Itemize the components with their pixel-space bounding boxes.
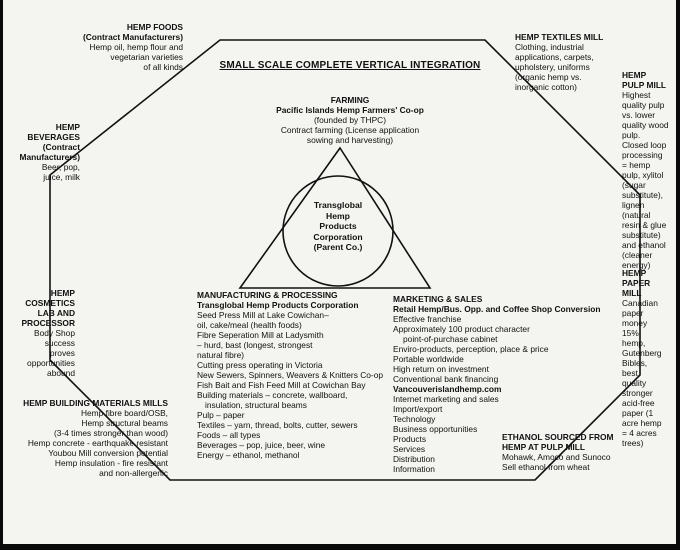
manufacturing-line: insulation, structural beams xyxy=(205,400,307,410)
marketing-line: Import/export xyxy=(393,404,443,414)
hemp-pulp-heading: PULP MILL xyxy=(622,80,667,90)
hemp-foods-line: Hemp oil, hemp flour and xyxy=(89,42,183,52)
hemp-pulp-line: and ethanol xyxy=(622,240,666,250)
manufacturing-line: Foods – all types xyxy=(197,430,261,440)
scan-edge-bottom xyxy=(0,544,680,550)
hemp-pulp-line: quality wood xyxy=(622,120,669,130)
manufacturing-subheading: Transglobal Hemp Products Corporation xyxy=(197,300,359,310)
parent-co-line: Transglobal xyxy=(313,200,363,210)
hemp-cosmetics-heading: LAB AND xyxy=(37,308,75,318)
hemp-pulp-line: processing xyxy=(622,150,663,160)
marketing-line: point-of-purchase cabinet xyxy=(403,334,498,344)
manufacturing-heading: MANUFACTURING & PROCESSING xyxy=(197,290,338,300)
hemp-paper-heading: HEMP xyxy=(622,268,647,278)
hemp-paper-line: 15% xyxy=(622,328,639,338)
manufacturing-line: Building materials – concrete, wallboard, xyxy=(197,390,348,400)
hemp-pulp-line: (cleaner xyxy=(622,250,653,260)
hemp-beverages-line: Manufacturers) xyxy=(19,152,80,162)
marketing-website-link[interactable]: Vancouverislandhemp.com xyxy=(393,384,502,394)
hemp-cosmetics-line: success xyxy=(44,338,75,348)
hemp-building-line: Youbou Mill conversion potential xyxy=(48,448,168,458)
hemp-paper-heading: MILL xyxy=(622,288,642,298)
hemp-paper-line: money xyxy=(622,318,648,328)
hemp-textiles-line: Clothing, industrial xyxy=(515,42,584,52)
hemp-building-line: and non-allergenic xyxy=(99,468,168,478)
marketing-line: Internet marketing and sales xyxy=(393,394,499,404)
scan-edge-right xyxy=(676,0,680,550)
hemp-textiles-line: (organic hemp vs. xyxy=(515,72,582,82)
parent-co-line: Corporation xyxy=(313,231,363,242)
hemp-building-heading: HEMP BUILDING MATERIALS MILLS xyxy=(23,398,168,408)
hemp-beverages-heading: BEVERAGES xyxy=(27,132,80,142)
hemp-paper-line: Canadian xyxy=(622,298,658,308)
hemp-pulp-line: resin & glue xyxy=(622,220,667,230)
hemp-paper-line: hemp, xyxy=(622,338,646,348)
hemp-pulp-line: pulp. xyxy=(622,130,641,140)
hemp-pulp-line: pulp, xylitol xyxy=(622,170,664,180)
hemp-cosmetics-block xyxy=(21,288,75,378)
manufacturing-line: oil, cake/meal (health foods) xyxy=(197,320,302,330)
manufacturing-line: Seed Press Mill at Lake Cowichan– xyxy=(197,310,329,320)
hemp-building-line: Hemp concrete - earthquake resistant xyxy=(27,438,168,448)
scan-edge-left xyxy=(0,0,3,550)
manufacturing-line: natural fibre) xyxy=(197,350,245,360)
hemp-cosmetics-line: Body Shop xyxy=(34,328,75,338)
hemp-building-line: Hemp structural beams xyxy=(81,418,168,428)
hemp-pulp-line: lignen xyxy=(622,200,645,210)
manufacturing-line: Energy – ethanol, methanol xyxy=(197,450,300,460)
hemp-textiles-heading: HEMP TEXTILES MILL xyxy=(515,32,604,42)
marketing-line: Technology xyxy=(393,414,436,424)
hemp-pulp-heading: HEMP xyxy=(622,70,647,80)
hemp-beverages-line: (Contract xyxy=(42,142,80,152)
hemp-cosmetics-line: opportunities xyxy=(27,358,75,368)
hemp-pulp-line: vs. lower xyxy=(622,110,656,120)
hemp-paper-line: stronger xyxy=(622,388,653,398)
marketing-block xyxy=(393,294,601,474)
hemp-foods-block xyxy=(83,22,183,72)
manufacturing-line: New Sewers, Spinners, Weavers & Knitters Co-op xyxy=(197,370,384,380)
hemp-pulp-line: substitute) xyxy=(622,230,661,240)
manufacturing-line: Fibre Seperation Mill at Ladysmith xyxy=(197,330,324,340)
ethanol-line: Mohawk, Amoco and Sunoco xyxy=(502,452,611,462)
hemp-paper-line: paper xyxy=(622,308,644,318)
hemp-textiles-line: applications, carpets, xyxy=(515,52,594,62)
hemp-foods-line: of all kinds xyxy=(143,62,183,72)
hemp-cosmetics-heading: PROCESSOR xyxy=(21,318,75,328)
hemp-beverages-block xyxy=(20,122,81,182)
hemp-pulp-block xyxy=(622,70,669,270)
hemp-paper-line: acre hemp xyxy=(622,418,662,428)
marketing-line: Products xyxy=(393,434,427,444)
hemp-paper-line: quality xyxy=(622,378,647,388)
hemp-building-line: Hemp fibre board/OSB, xyxy=(80,408,168,418)
manufacturing-line: Textiles – yarn, thread, bolts, cutter, sewers xyxy=(197,420,358,430)
marketing-line: Distribution xyxy=(393,454,435,464)
farming-line: Contract farming (License application xyxy=(280,125,420,135)
hemp-beverages-line: Beer, pop, xyxy=(41,162,80,172)
farming-block xyxy=(250,95,450,145)
hemp-cosmetics-heading: HEMP xyxy=(50,288,75,298)
hemp-textiles-line: upholstery, uniforms xyxy=(515,62,590,72)
hemp-building-line: Hemp insulation - fire resistant xyxy=(54,458,168,468)
manufacturing-line: Beverages – pop, juice, beer, wine xyxy=(197,440,326,450)
hemp-pulp-line: (sugar xyxy=(622,180,646,190)
hemp-paper-line: trees) xyxy=(622,438,644,448)
hemp-pulp-line: quality pulp xyxy=(622,100,665,110)
marketing-line: Information xyxy=(393,464,435,474)
parent-co-line: Products xyxy=(319,221,357,231)
marketing-heading: MARKETING & SALES xyxy=(393,294,483,304)
farming-heading: FARMING xyxy=(330,95,370,105)
hemp-foods-line: (Contract Manufacturers) xyxy=(82,32,183,42)
hemp-cosmetics-line: abound xyxy=(47,368,75,378)
hemp-paper-line: Gutenberg xyxy=(622,348,662,358)
ethanol-line: Sell ethanol from wheat xyxy=(502,462,590,472)
hemp-pulp-line: Closed loop xyxy=(622,140,667,150)
farming-line: sowing and harvesting) xyxy=(306,135,394,145)
marketing-line: High return on investment xyxy=(393,364,489,374)
diagram-title: SMALL SCALE COMPLETE VERTICAL INTEGRATION xyxy=(219,60,481,71)
hemp-foods-heading: HEMP FOODS xyxy=(126,22,183,32)
marketing-subheading: Retail Hemp/Bus. Opp. and Coffee Shop Conversion xyxy=(393,304,601,314)
farming-line: Pacific Islands Hemp Farmers' Co-op xyxy=(276,105,424,115)
hemp-textiles-line: inorganic cotton) xyxy=(515,82,577,92)
hemp-paper-block xyxy=(622,268,662,448)
hemp-pulp-line: = hemp xyxy=(622,160,651,170)
manufacturing-line: Cutting press operating in Victoria xyxy=(197,360,323,370)
manufacturing-block xyxy=(197,290,383,460)
hemp-paper-line: Bibles, xyxy=(622,358,648,368)
hemp-beverages-heading: HEMP xyxy=(55,122,80,132)
parent-co-line: (Parent Co.) xyxy=(313,242,363,252)
hemp-building-line: (3-4 times stronger than wood) xyxy=(53,428,168,438)
marketing-line: Portable worldwide xyxy=(393,354,464,364)
hemp-beverages-line: juice, milk xyxy=(43,172,80,182)
hemp-cosmetics-line: proves xyxy=(49,348,75,358)
hemp-paper-line: = 4 acres xyxy=(622,428,657,438)
hemp-paper-line: acid-free xyxy=(622,398,655,408)
parent-co-line: Hemp xyxy=(326,210,350,221)
marketing-line: Approximately 100 product character xyxy=(393,324,530,334)
manufacturing-line: – hurd, bast (longest, strongest xyxy=(197,340,313,350)
hemp-pulp-line: Highest xyxy=(622,90,651,100)
hemp-cosmetics-heading: COSMETICS xyxy=(25,298,75,308)
hemp-paper-heading: PAPER xyxy=(622,278,651,288)
manufacturing-line: Fish Bait and Fish Feed Mill at Cowichan Bay xyxy=(197,380,366,390)
parent-co-block xyxy=(298,200,378,253)
marketing-line: Effective franchise xyxy=(393,314,462,324)
hemp-foods-line: vegetarian varieties xyxy=(110,52,183,62)
hemp-paper-line: best xyxy=(622,368,638,378)
hemp-pulp-line: substitute), xyxy=(622,190,663,200)
hemp-paper-line: paper (1 xyxy=(622,408,654,418)
ethanol-heading: ETHANOL SOURCED FROM xyxy=(502,432,614,442)
marketing-line: Conventional bank financing xyxy=(393,374,499,384)
hemp-building-block xyxy=(23,398,168,478)
hemp-pulp-line: (natural xyxy=(622,210,651,220)
ethanol-heading: HEMP AT PULP MILL xyxy=(502,442,585,452)
hemp-textiles-block xyxy=(515,32,603,92)
marketing-line: Enviro-products, perception, place & price xyxy=(393,344,549,354)
farming-line: (founded by THPC) xyxy=(314,115,386,125)
marketing-line: Business opportunities xyxy=(393,424,478,434)
hemp-pulp-line: energy) xyxy=(622,260,651,270)
marketing-line: Services xyxy=(393,444,426,454)
manufacturing-line: Pulp – paper xyxy=(197,410,245,420)
